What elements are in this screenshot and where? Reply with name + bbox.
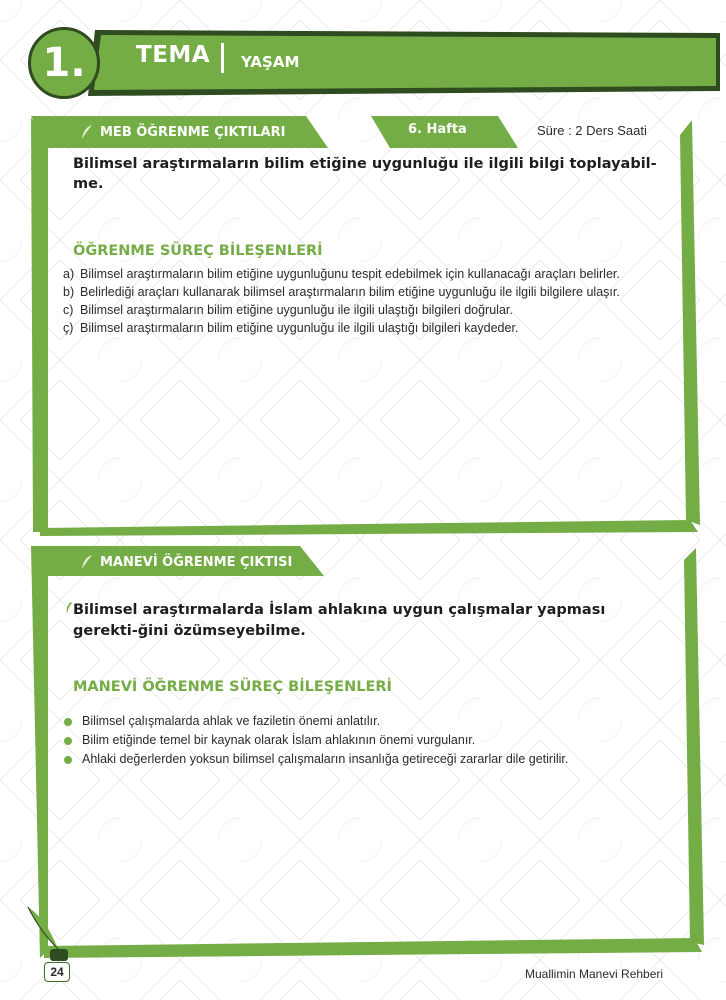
list-item [64,750,684,769]
process-item-text: Bilimsel araştırmaların bilim etiğine uygunluğu ile ilgili ulaştığı bilgileri doğrular. [80,303,513,317]
process-item-marker: b) [63,285,75,299]
quill-icon [80,124,94,140]
quill-icon [80,554,94,570]
section1-title: MEB ÖĞRENME ÇIKTILARI [100,124,286,140]
process-item [63,283,679,301]
quote-mark-icon [65,601,73,620]
process-heading: ÖĞRENME SÜREÇ BİLEŞENLERİ [73,243,323,259]
list-item [64,731,684,750]
book-title: Muallimin Manevi Rehberi [525,967,664,981]
section2-title-tab [80,554,292,570]
section1-title-tab [80,124,285,140]
list-item-text: Bilim etiğinde temel bir kaynak olarak İslam ahlakının önemi vurgulanır. [82,733,476,747]
bullet-icon [64,737,72,745]
process-item-marker: ç) [63,321,74,335]
theme-header-banner [0,0,726,110]
list-item-text: Ahlaki değerlerden yoksun bilimsel çalışmaların insanlığa getireceği zararlar dile getirilir. [82,752,569,766]
header-divider [221,43,224,73]
process-item-text: Bilimsel araştırmaların bilim etiğine uygunluğunu tespit edebilmek için kullanacağı araçları belirler. [80,267,620,281]
process-item-marker: a) [63,267,75,281]
section2-title: MANEVİ ÖĞRENME ÇIKTISI [100,554,293,570]
bullet-icon [64,756,72,764]
duration-text: Süre : 2 Ders Saati [537,123,647,138]
learning-outcome: Bilimsel araştırmaların bilim etiğine uygunluğu ile ilgili bilgi toplayabil-me. [73,156,657,192]
theme-label: TEMA [136,42,211,68]
process-item [63,265,679,283]
bullet-icon [64,718,72,726]
bullet-list [64,712,684,769]
list-item-text: Bilimsel çalışmalarda ahlak ve faziletin önemi anlatılır. [82,714,381,728]
process-item [63,301,679,319]
spiritual-outcome: Bilimsel araştırmalarda İslam ahlakına uygun çalışmalar yapması gerekti-ğini özümseyebilme. [73,602,606,639]
process-list [63,265,679,337]
spiritual-process-heading: MANEVİ ÖĞRENME SÜREÇ BİLEŞENLERİ [73,679,392,695]
page-number: 24 [44,962,70,982]
week-label: 6. Hafta [408,122,467,137]
process-item-text: Belirlediği araçları kullanarak bilimsel araştırmaların bilim etiğine uygunluğu ile ilgili bilgilere ulaşır. [80,285,620,299]
process-item-marker: c) [63,303,74,317]
quill-inkpot-icon [20,905,80,965]
theme-number-badge: 1. [28,27,100,99]
list-item [64,712,684,731]
process-item-text: Bilimsel araştırmaların bilim etiğine uygunluğu ile ilgili ulaştığı bilgileri kaydeder. [80,321,519,335]
process-item [63,319,679,337]
theme-name: YAŞAM [241,53,300,71]
